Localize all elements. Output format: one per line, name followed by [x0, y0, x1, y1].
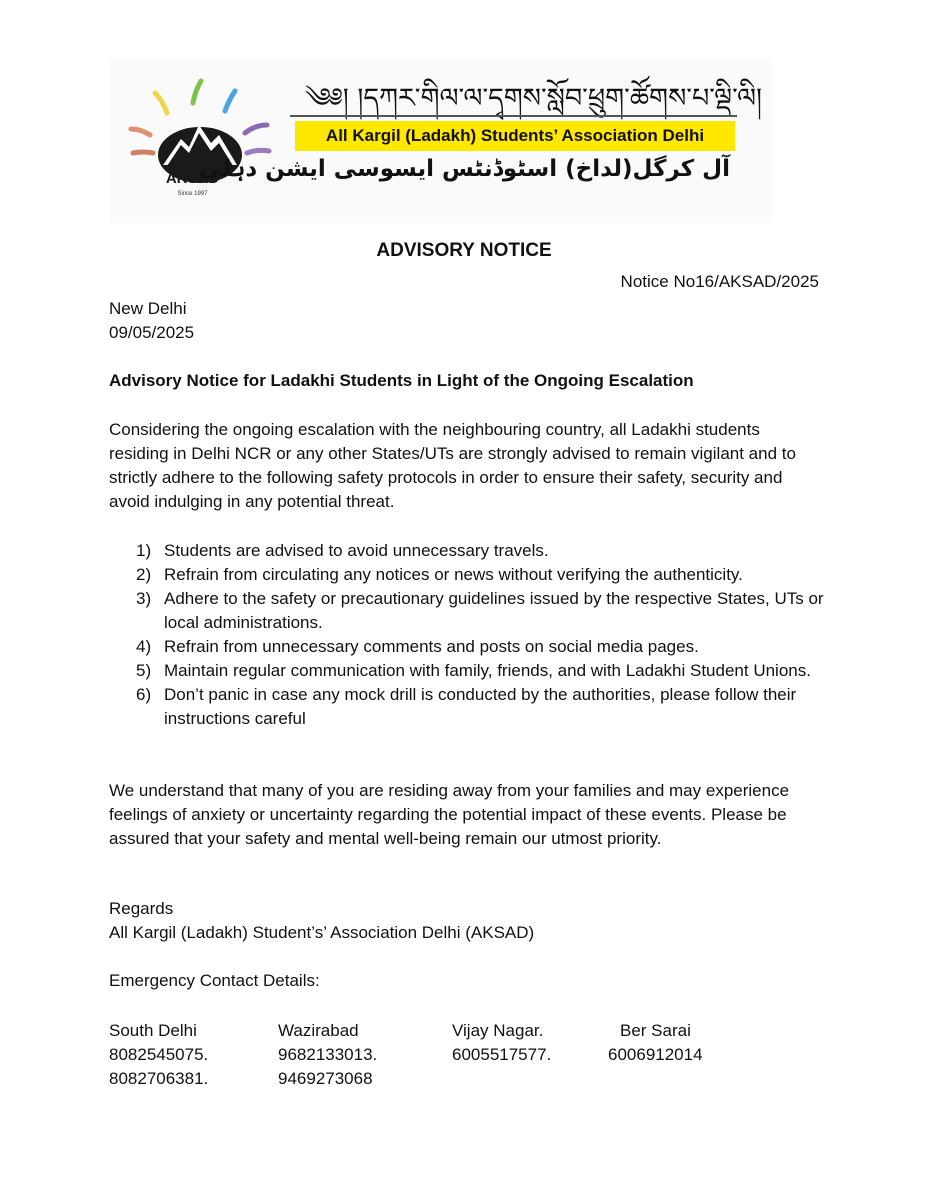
- item-text: Adhere to the safety or precautionary guidelines issued by the respective States, UTs or local administrations.: [164, 589, 824, 632]
- item-text: Maintain regular communication with family, friends, and with Ladakhi Student Unions.: [164, 661, 811, 680]
- item-number: 6): [136, 685, 152, 704]
- subject-heading: Advisory Notice for Ladakhi Students in Light of the Ongoing Escalation: [109, 371, 694, 390]
- item-number: 1): [136, 541, 152, 560]
- contact-column-vijay-nagar: [452, 1019, 551, 1067]
- item-number: 4): [136, 637, 152, 656]
- contact-column-ber-sarai: [608, 1019, 703, 1067]
- contact-number: 6005517577.: [452, 1045, 552, 1064]
- item-text: Refrain from circulating any notices or news without verifying the authenticity.: [164, 565, 743, 584]
- item-text: Students are advised to avoid unnecessary travels.: [164, 541, 549, 560]
- page-title: ADVISORY NOTICE: [376, 240, 552, 261]
- header-rule: [290, 115, 737, 117]
- contact-area: Vijay Nagar.: [452, 1021, 544, 1040]
- contact-area: Wazirabad: [278, 1021, 359, 1040]
- safety-protocol-list: [109, 539, 824, 731]
- english-name: All Kargil (Ladakh) Students’ Association Delhi: [325, 126, 705, 145]
- list-item: [109, 683, 824, 731]
- item-text: Don’t panic in case any mock drill is conducted by the authorities, please follow their instructions careful: [164, 685, 797, 728]
- list-item: [109, 659, 824, 683]
- signature: All Kargil (Ladakh) Student’s’ Association Delhi (AKSAD): [109, 923, 535, 942]
- contact-area: Ber Sarai: [620, 1021, 691, 1040]
- list-item: [109, 563, 824, 587]
- date: 09/05/2025: [109, 323, 195, 342]
- contact-number: 8082706381.: [109, 1069, 209, 1088]
- intro-paragraph: Considering the ongoing escalation with the neighbouring country, all Ladakhi students residing in Delhi NCR or any other States/UTs are strongly advised to remain vigilant and to strictly adhere to the following safety protocols in order to ensure their safety, security and avoid indulging in any potential threat.: [109, 420, 796, 511]
- item-number: 5): [136, 661, 152, 680]
- notice-number: Notice No16/AKSAD/2025: [620, 272, 819, 291]
- contact-number: 9469273068: [278, 1069, 373, 1088]
- item-number: 3): [136, 589, 152, 608]
- contact-number: 6006912014: [608, 1045, 703, 1064]
- logo-text: AKSAD: [165, 170, 220, 187]
- contact-column-wazirabad: [278, 1019, 377, 1091]
- tibetan-name: ༄༅། །དཀར་གིལ་ལ་དྭགས་སློབ་ཕྲུག་ཚོགས་པ་ལྡི་ལི།: [305, 83, 763, 114]
- urdu-name: آل کرگل(لداخ) اسٹوڈنٹس ایسوسی ایشن دہلی: [199, 156, 730, 182]
- emergency-heading: Emergency Contact Details:: [109, 971, 320, 990]
- contact-number: 8082545075.: [109, 1045, 209, 1064]
- contact-column-south-delhi: [109, 1019, 208, 1091]
- list-item: [109, 587, 824, 635]
- regards: Regards: [109, 899, 174, 918]
- contact-area: South Delhi: [109, 1021, 197, 1040]
- list-item: [109, 539, 824, 563]
- contact-number: 9682133013.: [278, 1045, 378, 1064]
- closing-paragraph: We understand that many of you are residing away from your families and may experience feelings of anxiety or uncertainty regarding the potential impact of these events. Please be assured that your safety and mental well-being remain our utmost priority.: [109, 781, 790, 848]
- letterhead: [110, 58, 772, 223]
- list-item: [109, 635, 824, 659]
- logo-since-text: Since 1997: [177, 191, 208, 197]
- item-text: Refrain from unnecessary comments and posts on social media pages.: [164, 637, 699, 656]
- item-number: 2): [136, 565, 152, 584]
- place: New Delhi: [109, 299, 187, 318]
